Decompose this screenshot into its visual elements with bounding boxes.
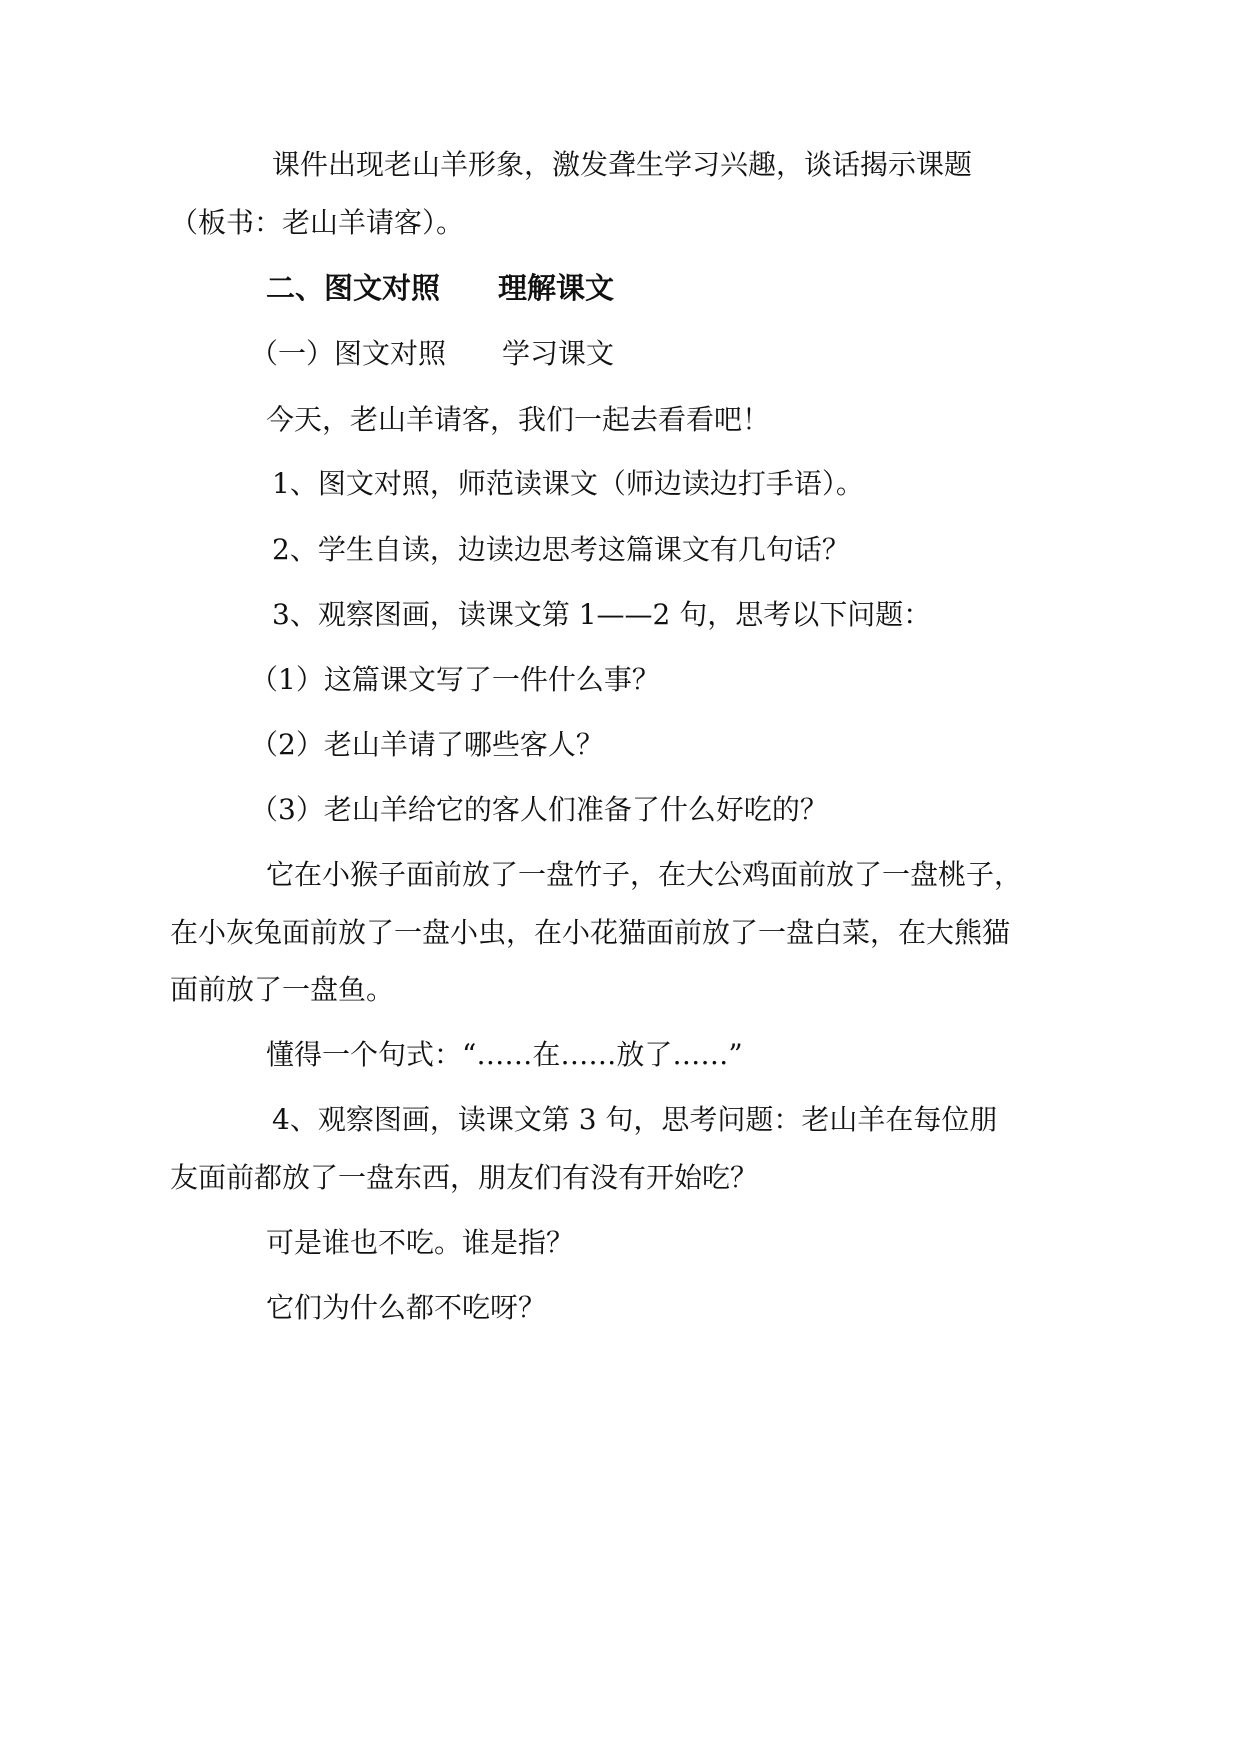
- step-4-line-1: 4、观察图画，读课文第 3 句，思考问题：老山羊在每位朋: [272, 1103, 998, 1136]
- answer-line-3: 面前放了一盘鱼。: [170, 973, 395, 1006]
- step-2: 2、学生自读，边读边思考这篇课文有几句话？: [272, 533, 850, 566]
- section-heading-2: 二、图文对照 理解课文: [266, 271, 615, 305]
- step-4-line-2: 友面前都放了一盘东西，朋友们有没有开始吃？: [170, 1161, 759, 1194]
- paragraph-intro-line-2: （板书：老山羊请客）。: [170, 206, 465, 239]
- answer-line-1: 它在小猴子面前放了一盘竹子，在大公鸡面前放了一盘桃子，: [266, 858, 1023, 891]
- step-1: 1、图文对照，师范读课文（师边读边打手语）。: [272, 467, 864, 500]
- question-1: （1）这篇课文写了一件什么事？: [250, 663, 660, 696]
- sentence-pattern: 懂得一个句式：“……在……放了……”: [266, 1038, 743, 1071]
- intro-sentence: 今天，老山羊请客，我们一起去看看吧！: [266, 403, 771, 436]
- why-question: 它们为什么都不吃呀？: [266, 1291, 547, 1324]
- question-3: （3）老山羊给它的客人们准备了什么好吃的？: [250, 793, 828, 826]
- step-3: 3、观察图画，读课文第 1——2 句，思考以下问题：: [272, 598, 932, 631]
- answer-line-2: 在小灰兔面前放了一盘小虫，在小花猫面前放了一盘白菜，在大熊猫: [170, 916, 1011, 949]
- subsection-heading-1: （一）图文对照 学习课文: [250, 337, 615, 370]
- question-2: （2）老山羊请了哪些客人？: [250, 728, 604, 761]
- who-question: 可是谁也不吃。谁是指？: [266, 1226, 575, 1259]
- paragraph-intro-line-1: 课件出现老山羊形象，激发聋生学习兴趣，谈话揭示课题: [272, 148, 973, 181]
